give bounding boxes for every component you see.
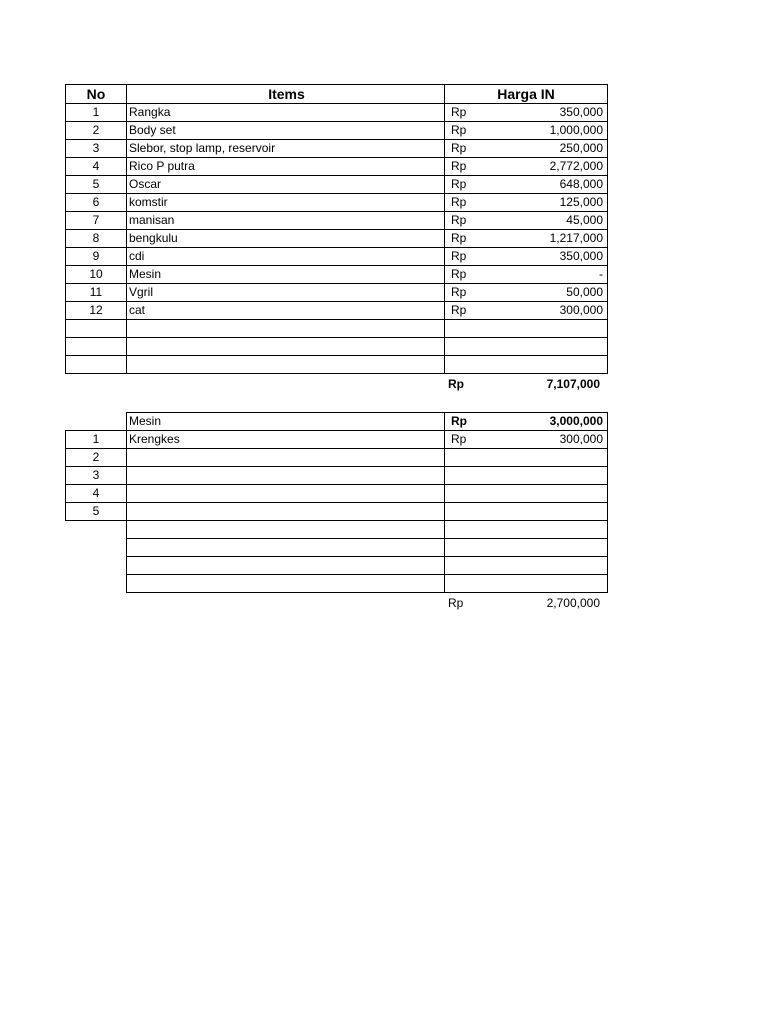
table-row — [66, 104, 608, 122]
row-number — [66, 575, 127, 593]
row-item — [127, 320, 445, 338]
row-item — [127, 521, 445, 539]
table-row — [66, 158, 608, 176]
row-item — [127, 449, 445, 467]
table-row — [66, 122, 608, 140]
table-row — [66, 449, 608, 467]
table-row — [66, 176, 608, 194]
row-currency: Rp — [451, 249, 467, 263]
row-item: cat — [127, 302, 445, 320]
total2-cell — [442, 595, 604, 612]
row-currency: Rp — [451, 195, 467, 209]
table-row — [66, 485, 608, 503]
row-price-cell — [445, 485, 608, 503]
row-number — [66, 539, 127, 557]
row-price-cell — [445, 503, 608, 521]
row-price: 300,000 — [559, 303, 603, 317]
row-number: 4 — [66, 485, 127, 503]
row-item — [127, 338, 445, 356]
row-price-cell — [445, 140, 608, 158]
table-row — [66, 503, 608, 521]
row-price-cell — [445, 557, 608, 575]
row-item: Slebor, stop lamp, reservoir — [127, 140, 445, 158]
total2-currency: Rp — [448, 596, 464, 610]
row-item: Vgril — [127, 284, 445, 302]
row-price: 350,000 — [559, 105, 603, 119]
table-row — [66, 431, 608, 449]
table-row — [66, 140, 608, 158]
table-row — [66, 539, 608, 557]
table-row — [66, 557, 608, 575]
row-item: Mesin — [127, 266, 445, 284]
table-row — [66, 212, 608, 230]
table-row — [66, 467, 608, 485]
row-currency: Rp — [451, 105, 467, 119]
header-items: Items — [127, 85, 445, 104]
row-price-cell — [445, 248, 608, 266]
row-price: 300,000 — [559, 432, 603, 446]
row-price-cell — [445, 539, 608, 557]
row-number: 1 — [66, 431, 127, 449]
table-row — [66, 230, 608, 248]
row-number: 10 — [66, 266, 127, 284]
row-item: manisan — [127, 212, 445, 230]
row-currency: Rp — [451, 123, 467, 137]
row-item — [127, 539, 445, 557]
row-price-cell — [445, 266, 608, 284]
row-item: komstir — [127, 194, 445, 212]
table-row — [66, 266, 608, 284]
row-price: 125,000 — [559, 195, 603, 209]
table-row — [66, 338, 608, 356]
engine-table — [65, 412, 608, 593]
total-currency: Rp — [448, 377, 464, 391]
row-item: Krengkes — [127, 431, 445, 449]
row-currency: Rp — [451, 303, 467, 317]
row-currency: Rp — [451, 432, 467, 446]
header-no: No — [66, 85, 127, 104]
row-number: 8 — [66, 230, 127, 248]
row-price: 250,000 — [559, 141, 603, 155]
row-number: 9 — [66, 248, 127, 266]
total2-value: 2,700,000 — [546, 596, 600, 610]
row-number: 12 — [66, 302, 127, 320]
table-row — [66, 575, 608, 593]
header-row — [66, 85, 608, 104]
row-number: 3 — [66, 140, 127, 158]
row-price-cell — [445, 212, 608, 230]
row-price-cell — [445, 449, 608, 467]
row-number — [66, 320, 127, 338]
items-table — [65, 84, 608, 374]
row-price-cell — [445, 122, 608, 140]
row-number: 5 — [66, 503, 127, 521]
row-item: Oscar — [127, 176, 445, 194]
table-row — [66, 248, 608, 266]
row-item — [127, 575, 445, 593]
row-price-cell — [445, 194, 608, 212]
row-price: 50,000 — [566, 285, 603, 299]
row-currency: Rp — [451, 285, 467, 299]
table2-total-row — [65, 595, 604, 612]
row-currency: Rp — [451, 159, 467, 173]
row-number — [66, 521, 127, 539]
row-number: 2 — [66, 449, 127, 467]
row-price: 2,772,000 — [549, 159, 603, 173]
row-item: Rico P putra — [127, 158, 445, 176]
table-row — [66, 320, 608, 338]
engine-header-price: 3,000,000 — [549, 414, 603, 428]
total-value: 7,107,000 — [546, 377, 600, 391]
table1-total-row — [65, 376, 604, 393]
engine-header-item: Mesin — [127, 413, 445, 431]
engine-header-currency: Rp — [451, 414, 467, 428]
row-price-cell — [445, 284, 608, 302]
table-row — [66, 356, 608, 374]
row-price-cell — [445, 104, 608, 122]
row-item — [127, 485, 445, 503]
table-row — [66, 194, 608, 212]
row-number: 2 — [66, 122, 127, 140]
row-price-cell — [445, 431, 608, 449]
row-price-cell — [445, 521, 608, 539]
row-number — [66, 338, 127, 356]
row-item: Rangka — [127, 104, 445, 122]
row-price: 1,217,000 — [549, 231, 603, 245]
row-price-cell — [445, 320, 608, 338]
row-currency: Rp — [451, 231, 467, 245]
row-price-cell — [445, 575, 608, 593]
row-price: 45,000 — [566, 213, 603, 227]
row-currency: Rp — [451, 213, 467, 227]
row-price-cell — [445, 158, 608, 176]
row-price: 350,000 — [559, 249, 603, 263]
row-currency: Rp — [451, 177, 467, 191]
row-item: bengkulu — [127, 230, 445, 248]
row-item — [127, 557, 445, 575]
row-number — [66, 557, 127, 575]
row-item — [127, 467, 445, 485]
row-number: 11 — [66, 284, 127, 302]
row-price-cell — [445, 356, 608, 374]
row-price-cell — [445, 302, 608, 320]
row-number: 7 — [66, 212, 127, 230]
row-number: 1 — [66, 104, 127, 122]
table-row — [66, 302, 608, 320]
row-price-cell — [445, 176, 608, 194]
row-currency: Rp — [451, 267, 467, 281]
row-item — [127, 503, 445, 521]
row-item: cdi — [127, 248, 445, 266]
row-number: 6 — [66, 194, 127, 212]
table-row — [66, 284, 608, 302]
row-currency: Rp — [451, 141, 467, 155]
row-item — [127, 356, 445, 374]
row-price-cell — [445, 467, 608, 485]
total-cell — [442, 376, 604, 393]
row-number: 5 — [66, 176, 127, 194]
row-number: 3 — [66, 467, 127, 485]
row-price-cell — [445, 230, 608, 248]
header-price: Harga IN — [445, 85, 608, 104]
row-price: - — [599, 267, 603, 281]
row-number: 4 — [66, 158, 127, 176]
engine-header-row — [66, 413, 608, 431]
row-price: 1,000,000 — [549, 123, 603, 137]
row-item: Body set — [127, 122, 445, 140]
table-row — [66, 521, 608, 539]
row-price: 648,000 — [559, 177, 603, 191]
engine-header-price-cell — [445, 413, 608, 431]
row-number — [66, 356, 127, 374]
row-price-cell — [445, 338, 608, 356]
